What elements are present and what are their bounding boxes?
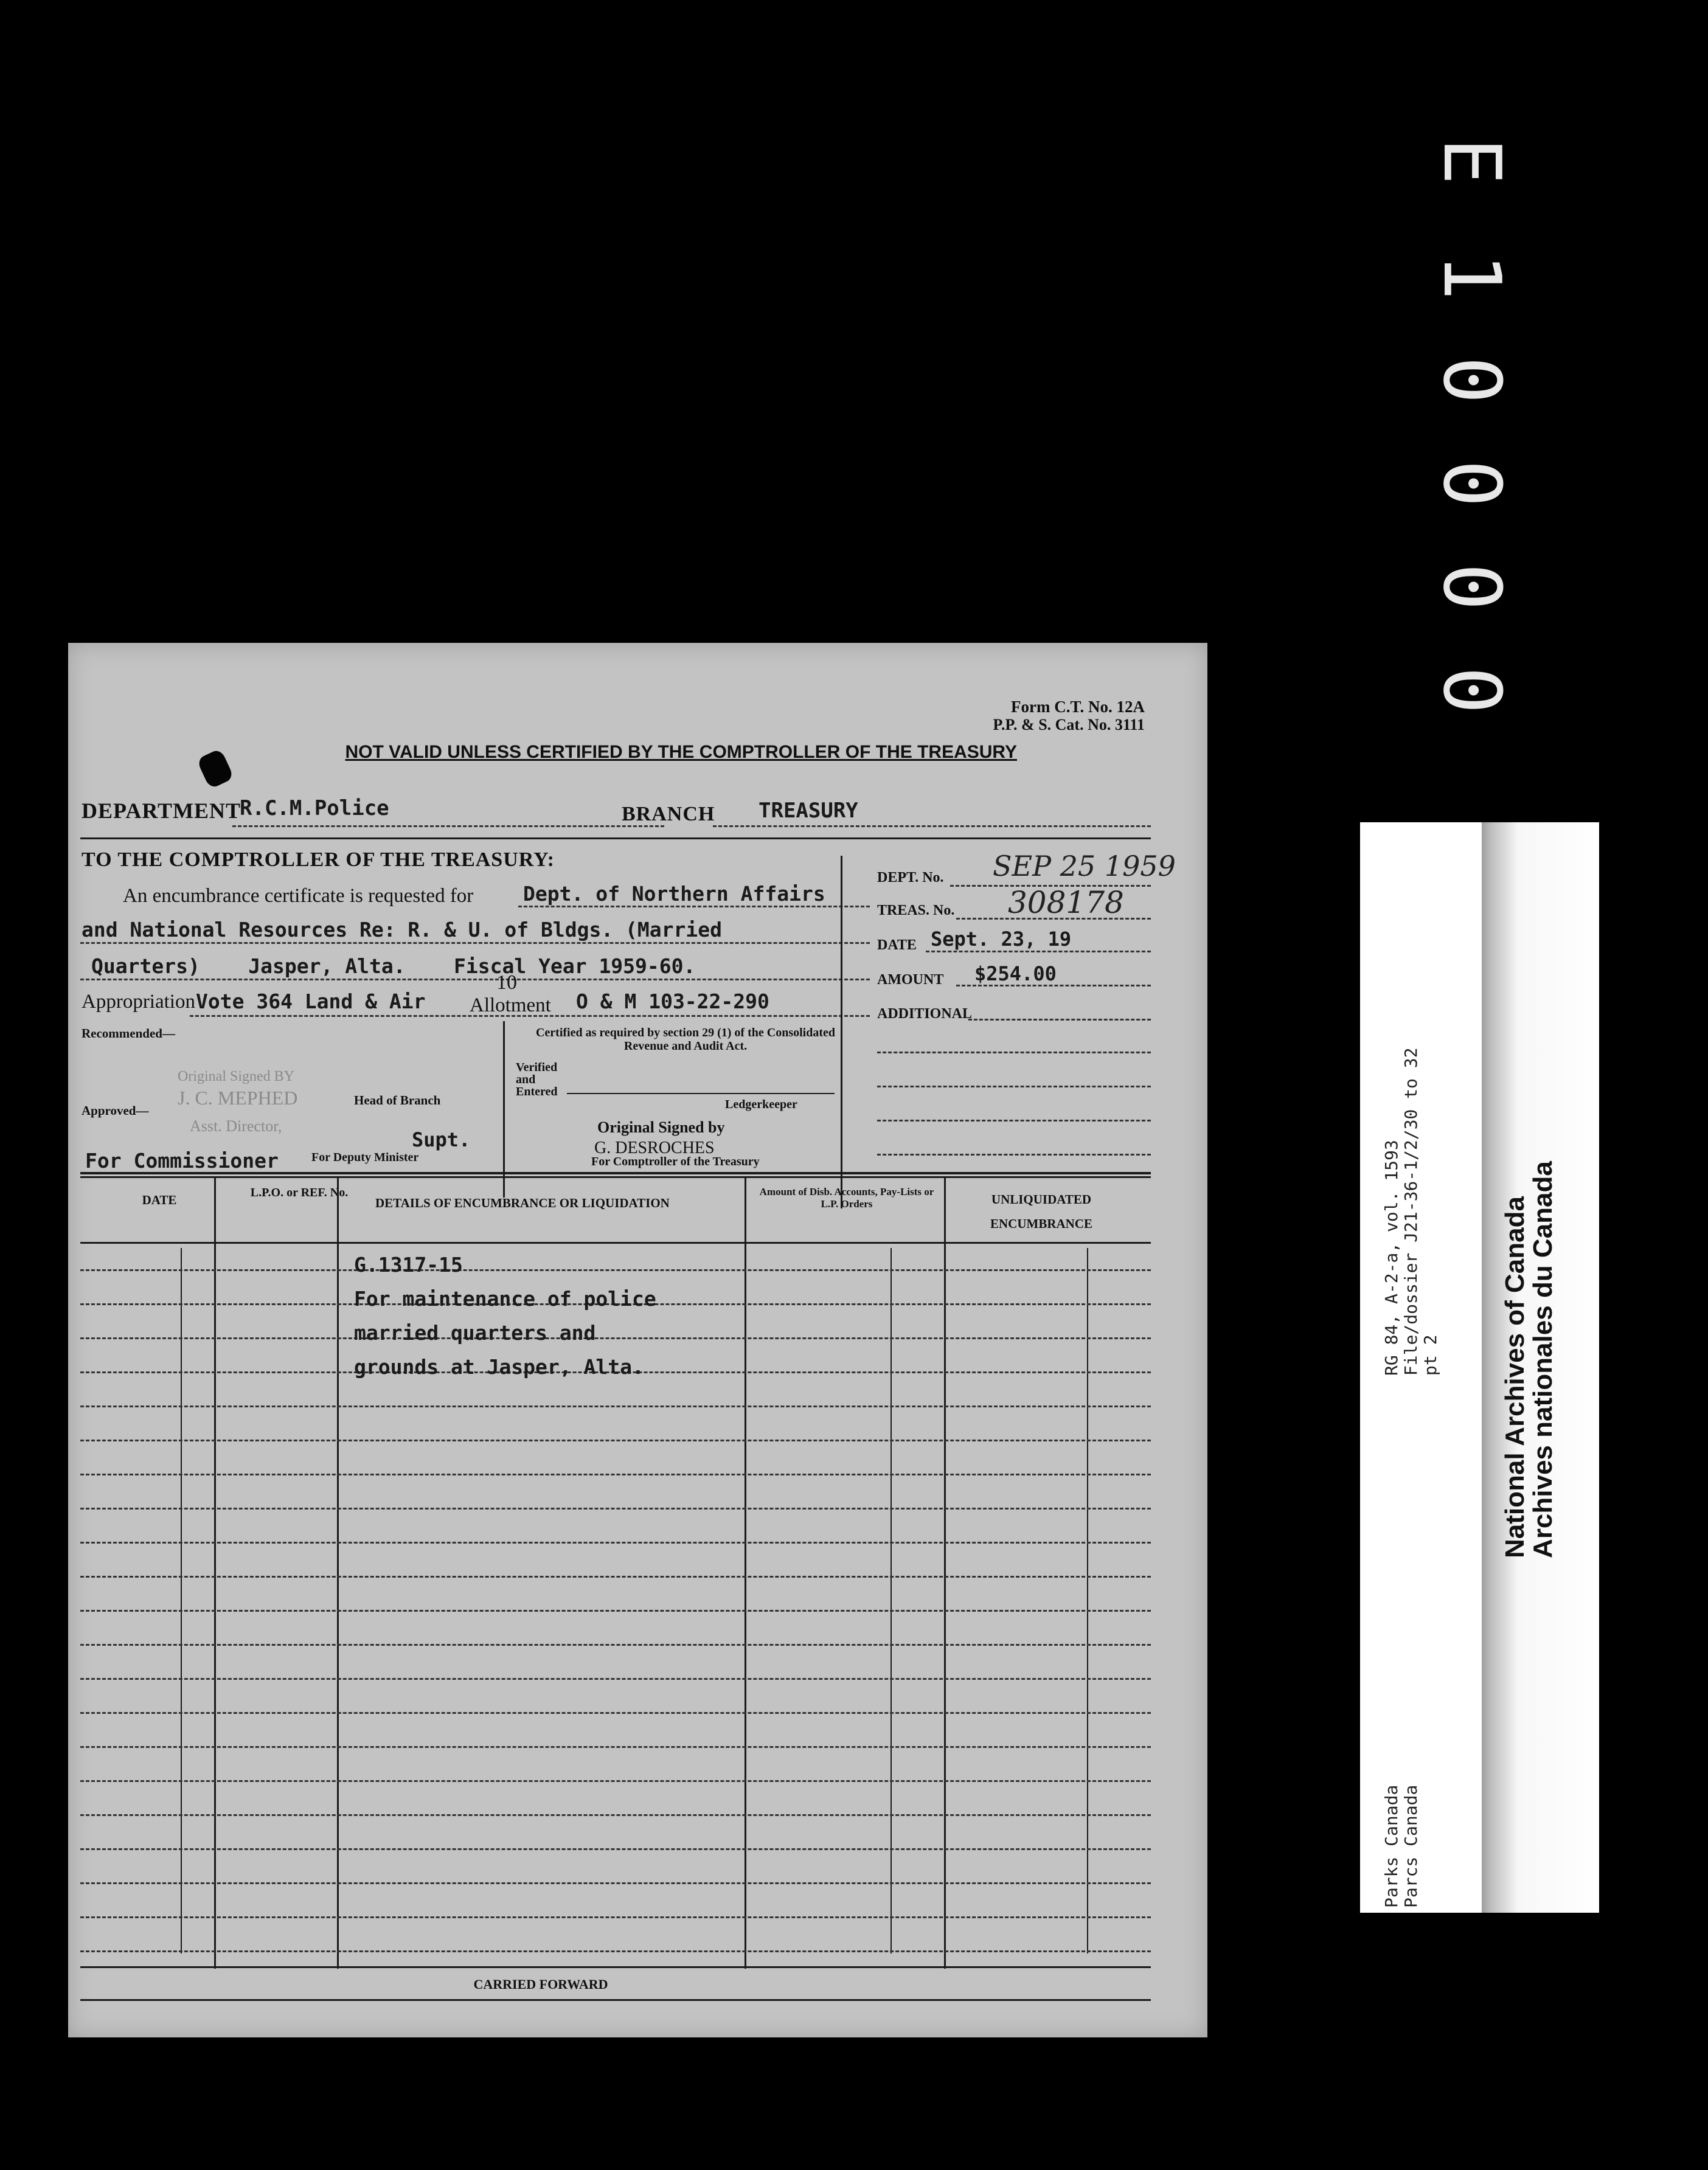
detail-line: grounds at Jasper, Alta.	[354, 1355, 644, 1379]
dept-no-label: DEPT. No.	[877, 870, 944, 886]
supt-text: Supt.	[412, 1128, 471, 1151]
form-id: Form C.T. No. 12A	[1011, 698, 1145, 716]
original-signed-by-stamp: Original Signed BY	[178, 1069, 294, 1084]
ledger-row-line	[80, 1950, 1151, 1952]
ledger-row-line	[80, 1474, 1151, 1475]
frame-char: 0	[1426, 356, 1518, 404]
archives-french: Archives nationales du Canada	[1528, 1161, 1558, 1558]
department-value: R.C.M.Police	[240, 796, 389, 820]
reference-line: pt 2	[1420, 1334, 1440, 1376]
column-amount: Amount of Disb. Accounts, Pay-Lists or L.P. Orders	[759, 1186, 934, 1210]
ledger-row-line	[80, 1814, 1151, 1816]
catalogue-number: P.P. & S. Cat. No. 3111	[993, 716, 1145, 733]
agency-french: Parcs Canada	[1401, 1784, 1421, 1908]
column-date: DATE	[142, 1193, 177, 1207]
ledger-row-line	[80, 1848, 1151, 1850]
request-line-2: and National Resources Re: R. & U. of Bldgs. (Married	[82, 918, 722, 941]
branch-label: BRANCH	[622, 803, 715, 825]
amount-label: AMOUNT	[877, 972, 944, 988]
frame-char: 0	[1426, 666, 1518, 715]
ledger-row-line	[80, 1440, 1151, 1441]
ledger-row-line	[80, 1882, 1151, 1884]
validity-notice: NOT VALID UNLESS CERTIFIED BY THE COMPTROLLER OF THE TREASURY	[345, 742, 1017, 762]
column-lpo: L.P.O. or REF. No.	[250, 1186, 349, 1199]
ledger-row-line	[80, 1644, 1151, 1646]
reference-line: RG 84, A-2-a, vol. 1593	[1381, 1140, 1401, 1376]
dept-no-value: SEP 25 1959	[993, 850, 1176, 882]
treas-no-label: TREAS. No.	[877, 903, 955, 918]
ledgerkeeper-label: Ledgerkeeper	[725, 1098, 797, 1111]
for-comptroller-label: For Comptroller of the Treasury	[591, 1155, 760, 1168]
amount-value: $254.00	[974, 962, 1057, 985]
carried-forward-label: CARRIED FORWARD	[473, 1977, 608, 1992]
additional-label: ADDITIONAL	[877, 1006, 973, 1022]
signer-one-name: J. C. MEPHED	[178, 1087, 298, 1109]
ledger-row-line	[80, 1678, 1151, 1680]
treas-no-value: 308178	[1008, 885, 1124, 920]
detail-lines	[354, 1248, 656, 1384]
request-text: An encumbrance certificate is requested for	[123, 885, 474, 907]
signer-two-name: G. DESROCHES	[594, 1139, 715, 1157]
for-commissioner: For Commissioner	[85, 1149, 279, 1173]
head-of-branch-label: Head of Branch	[354, 1093, 441, 1108]
detail-line: married quarters and	[354, 1321, 596, 1345]
ledger-row-line	[80, 1542, 1151, 1544]
ledger-row-line	[80, 1712, 1151, 1714]
department-label: DEPARTMENT	[82, 799, 241, 823]
frame-char: 0	[1426, 563, 1518, 611]
branch-value: TREASURY	[759, 799, 858, 823]
ledger-row-line	[80, 1780, 1151, 1782]
agency-block	[1382, 1785, 1421, 1908]
frame-char: E	[1426, 137, 1518, 185]
ledger-row-line	[80, 1610, 1151, 1612]
certification-text: Certified as required by section 29 (1) of the Consolidated Revenue and Audit Act.	[535, 1026, 835, 1053]
reference-line: File/dossier J21-36-1/2/30 to 32	[1401, 1047, 1421, 1376]
recommended-label: Recommended—	[82, 1026, 175, 1041]
addressee: TO THE COMPTROLLER OF THE TREASURY:	[82, 848, 555, 871]
archive-label-strip	[1360, 822, 1599, 1913]
archives-english: National Archives of Canada	[1500, 1196, 1530, 1558]
request-line-1: Dept. of Northern Affairs	[523, 882, 825, 906]
ledger-row-line	[80, 1916, 1151, 1918]
approved-label: Approved—	[82, 1103, 149, 1118]
for-deputy-minister-label: For Deputy Minister	[311, 1151, 419, 1164]
column-unliquidated: UNLIQUIDATED ENCUMBRANCE	[990, 1192, 1092, 1231]
frame-char: 1	[1426, 252, 1518, 301]
frame-char: 0	[1426, 459, 1518, 508]
allotment-value: O & M 103-22-290	[576, 990, 769, 1013]
detail-line: For maintenance of police	[354, 1287, 656, 1311]
column-details: DETAILS OF ENCUMBRANCE OR LIQUIDATION	[375, 1196, 670, 1210]
verified-entered-label: Verified and Entered	[516, 1061, 558, 1098]
ledger-row-line	[80, 1576, 1151, 1578]
agency-english: Parks Canada	[1381, 1784, 1401, 1908]
allotment-number: 10	[496, 971, 517, 994]
original-signed-by-label: Original Signed by	[597, 1118, 725, 1136]
ledger-row-line	[80, 1406, 1151, 1407]
request-line-3: Quarters) Jasper, Alta. Fiscal Year 1959-60.	[91, 954, 696, 978]
date-value: Sept. 23, 19	[931, 927, 1072, 951]
ledger-row-line	[80, 1746, 1151, 1748]
allotment-label: Allotment	[470, 994, 551, 1016]
ledger-row-line	[80, 1508, 1151, 1510]
appropriation-value: Vote 364 Land & Air	[196, 990, 426, 1013]
signer-one-title: Asst. Director,	[190, 1117, 282, 1135]
date-label: DATE	[877, 937, 917, 953]
encumbrance-form	[68, 643, 1207, 2037]
detail-line: G.1317-15	[354, 1253, 463, 1277]
reference-block	[1382, 1048, 1440, 1376]
archives-block	[1501, 1161, 1557, 1558]
appropriation-label: Appropriation	[82, 991, 195, 1013]
